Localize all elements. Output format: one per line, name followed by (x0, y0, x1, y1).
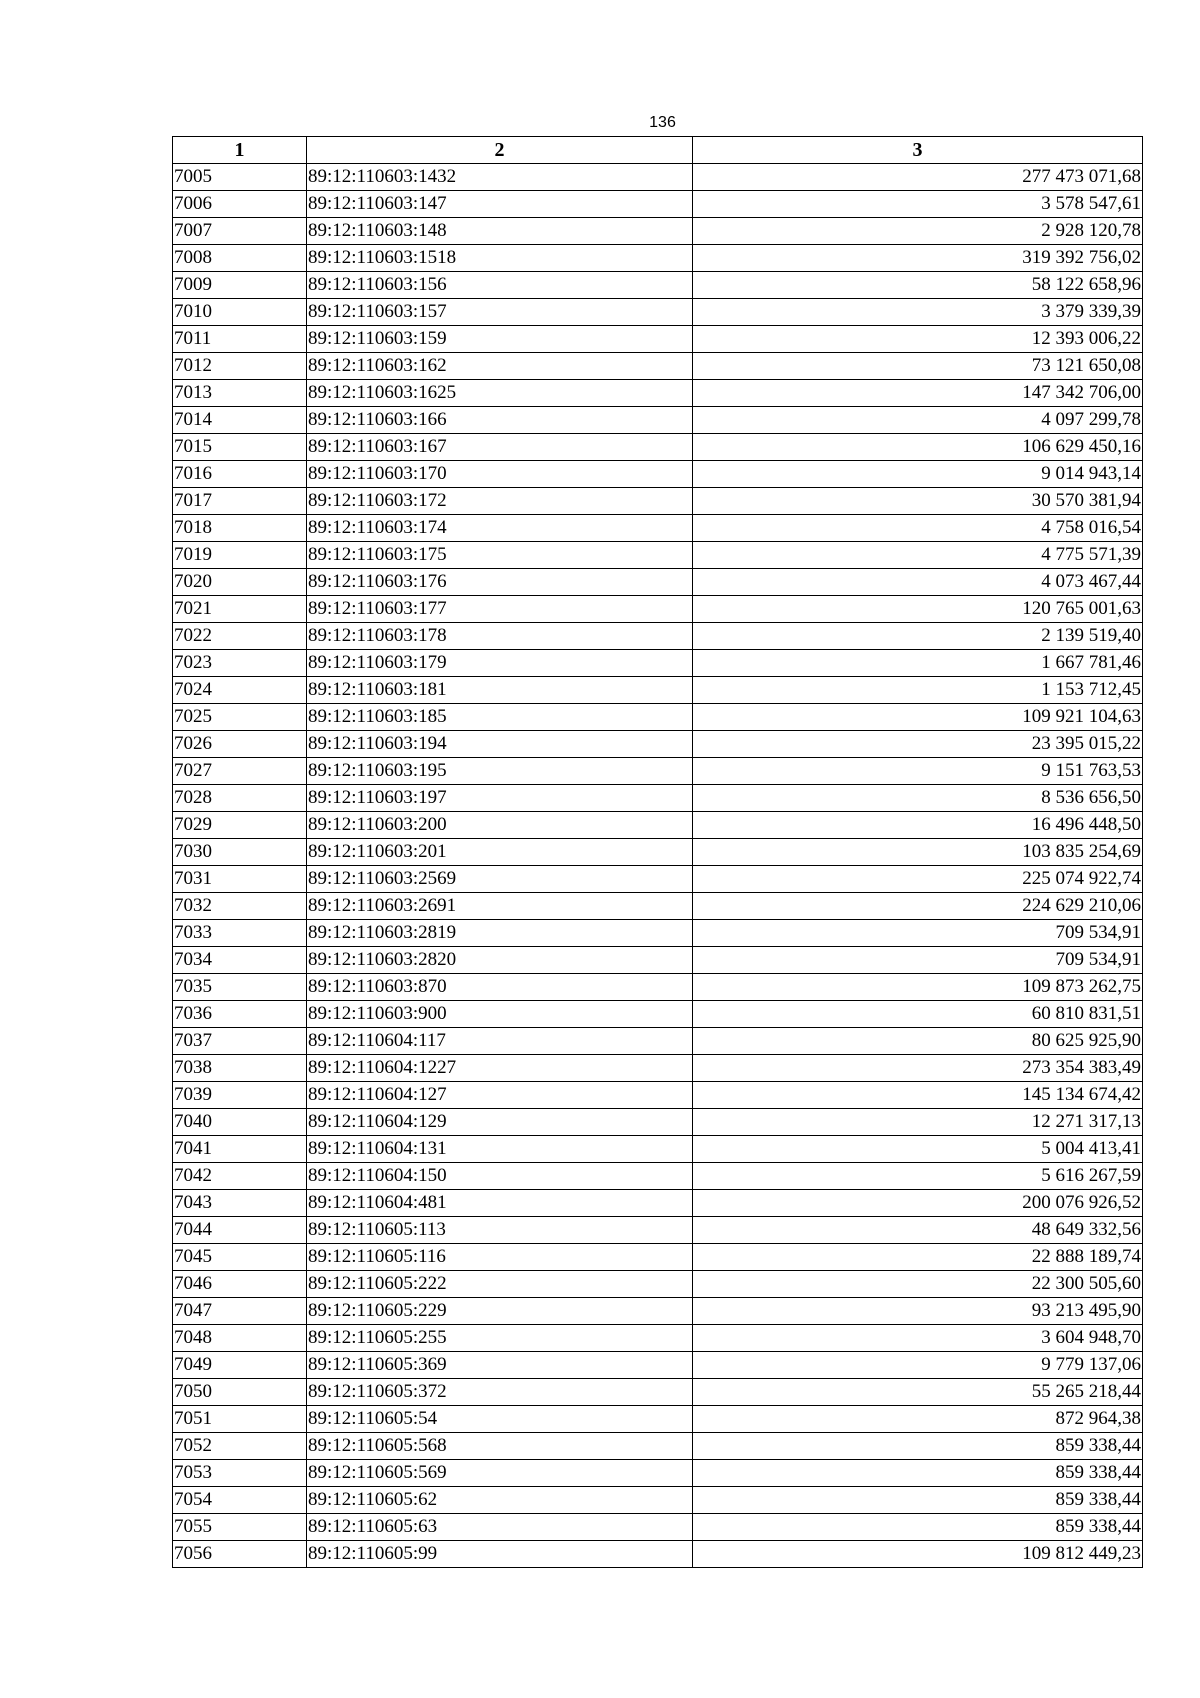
cadastral-number-cell: 89:12:110603:159 (307, 326, 693, 353)
cadastral-value-cell: 273 354 383,49 (693, 1055, 1143, 1082)
cadastral-value-cell: 4 097 299,78 (693, 407, 1143, 434)
table-row (173, 164, 1143, 191)
table-row (173, 1028, 1143, 1055)
cadastral-number-cell: 89:12:110605:568 (307, 1433, 693, 1460)
cadastral-value-cell: 12 393 006,22 (693, 326, 1143, 353)
column-header-2: 2 (307, 137, 693, 164)
table-row (173, 1379, 1143, 1406)
row-number-cell: 7045 (173, 1244, 307, 1271)
row-number-cell: 7011 (173, 326, 307, 353)
cadastral-number-cell: 89:12:110603:156 (307, 272, 693, 299)
cadastral-value-cell: 3 578 547,61 (693, 191, 1143, 218)
table-row (173, 569, 1143, 596)
table-row (173, 731, 1143, 758)
table-row (173, 245, 1143, 272)
row-number-cell: 7028 (173, 785, 307, 812)
table-row (173, 1298, 1143, 1325)
table-row (173, 1271, 1143, 1298)
row-number-cell: 7010 (173, 299, 307, 326)
cadastral-value-cell: 109 812 449,23 (693, 1541, 1143, 1568)
cadastral-number-cell: 89:12:110603:172 (307, 488, 693, 515)
table-row (173, 1055, 1143, 1082)
cadastral-number-cell: 89:12:110605:369 (307, 1352, 693, 1379)
cadastral-value-cell: 5 616 267,59 (693, 1163, 1143, 1190)
cadastral-number-cell: 89:12:110603:157 (307, 299, 693, 326)
row-number-cell: 7039 (173, 1082, 307, 1109)
cadastral-value-cell: 2 928 120,78 (693, 218, 1143, 245)
cadastral-value-cell: 22 888 189,74 (693, 1244, 1143, 1271)
row-number-cell: 7007 (173, 218, 307, 245)
cadastral-value-cell: 3 604 948,70 (693, 1325, 1143, 1352)
cadastral-value-cell: 22 300 505,60 (693, 1271, 1143, 1298)
row-number-cell: 7013 (173, 380, 307, 407)
table-row (173, 1325, 1143, 1352)
cadastral-value-cell: 80 625 925,90 (693, 1028, 1143, 1055)
cadastral-number-cell: 89:12:110603:2819 (307, 920, 693, 947)
row-number-cell: 7034 (173, 947, 307, 974)
table-row (173, 272, 1143, 299)
row-number-cell: 7053 (173, 1460, 307, 1487)
cadastral-number-cell: 89:12:110603:870 (307, 974, 693, 1001)
row-number-cell: 7041 (173, 1136, 307, 1163)
cadastral-value-cell: 872 964,38 (693, 1406, 1143, 1433)
cadastral-number-cell: 89:12:110605:569 (307, 1460, 693, 1487)
row-number-cell: 7018 (173, 515, 307, 542)
cadastral-value-cell: 58 122 658,96 (693, 272, 1143, 299)
row-number-cell: 7017 (173, 488, 307, 515)
cadastral-value-cell: 30 570 381,94 (693, 488, 1143, 515)
cadastral-value-cell: 4 073 467,44 (693, 569, 1143, 596)
row-number-cell: 7027 (173, 758, 307, 785)
cadastral-value-cell: 8 536 656,50 (693, 785, 1143, 812)
cadastral-number-cell: 89:12:110603:176 (307, 569, 693, 596)
row-number-cell: 7042 (173, 1163, 307, 1190)
cadastral-value-cell: 859 338,44 (693, 1487, 1143, 1514)
cadastral-number-cell: 89:12:110603:194 (307, 731, 693, 758)
table-row (173, 191, 1143, 218)
cadastral-number-cell: 89:12:110603:1432 (307, 164, 693, 191)
cadastral-value-cell: 3 379 339,39 (693, 299, 1143, 326)
table-row (173, 1001, 1143, 1028)
cadastral-number-cell: 89:12:110605:255 (307, 1325, 693, 1352)
table-row (173, 650, 1143, 677)
cadastral-value-cell: 225 074 922,74 (693, 866, 1143, 893)
cadastral-number-cell: 89:12:110603:181 (307, 677, 693, 704)
cadastral-number-cell: 89:12:110603:900 (307, 1001, 693, 1028)
cadastral-number-cell: 89:12:110603:2820 (307, 947, 693, 974)
cadastral-value-cell: 5 004 413,41 (693, 1136, 1143, 1163)
cadastral-value-cell: 9 779 137,06 (693, 1352, 1143, 1379)
table-row (173, 1163, 1143, 1190)
cadastral-number-cell: 89:12:110604:117 (307, 1028, 693, 1055)
row-number-cell: 7050 (173, 1379, 307, 1406)
row-number-cell: 7005 (173, 164, 307, 191)
cadastral-number-cell: 89:12:110603:1518 (307, 245, 693, 272)
row-number-cell: 7055 (173, 1514, 307, 1541)
cadastral-number-cell: 89:12:110605:222 (307, 1271, 693, 1298)
cadastral-number-cell: 89:12:110603:179 (307, 650, 693, 677)
cadastral-number-cell: 89:12:110603:148 (307, 218, 693, 245)
cadastral-value-cell: 4 758 016,54 (693, 515, 1143, 542)
cadastral-value-cell: 224 629 210,06 (693, 893, 1143, 920)
cadastral-number-cell: 89:12:110604:131 (307, 1136, 693, 1163)
row-number-cell: 7029 (173, 812, 307, 839)
cadastral-number-cell: 89:12:110603:162 (307, 353, 693, 380)
cadastral-value-cell: 48 649 332,56 (693, 1217, 1143, 1244)
cadastral-number-cell: 89:12:110603:166 (307, 407, 693, 434)
table-row (173, 920, 1143, 947)
row-number-cell: 7030 (173, 839, 307, 866)
cadastral-value-cell: 55 265 218,44 (693, 1379, 1143, 1406)
row-number-cell: 7026 (173, 731, 307, 758)
cadastral-value-cell: 23 395 015,22 (693, 731, 1143, 758)
cadastral-number-cell: 89:12:110605:99 (307, 1541, 693, 1568)
row-number-cell: 7044 (173, 1217, 307, 1244)
cadastral-value-cell: 277 473 071,68 (693, 164, 1143, 191)
cadastral-value-cell: 106 629 450,16 (693, 434, 1143, 461)
row-number-cell: 7012 (173, 353, 307, 380)
row-number-cell: 7035 (173, 974, 307, 1001)
row-number-cell: 7015 (173, 434, 307, 461)
table-row (173, 407, 1143, 434)
table-row (173, 1136, 1143, 1163)
table-row (173, 1460, 1143, 1487)
table-row (173, 1244, 1143, 1271)
table-row (173, 893, 1143, 920)
cadastral-value-cell: 93 213 495,90 (693, 1298, 1143, 1325)
table-row (173, 947, 1143, 974)
header-row (173, 137, 1143, 164)
row-number-cell: 7023 (173, 650, 307, 677)
table-row (173, 839, 1143, 866)
table-row (173, 1514, 1143, 1541)
table-row (173, 542, 1143, 569)
row-number-cell: 7038 (173, 1055, 307, 1082)
table-row (173, 1406, 1143, 1433)
cadastral-number-cell: 89:12:110604:150 (307, 1163, 693, 1190)
column-header-1: 1 (173, 137, 307, 164)
row-number-cell: 7022 (173, 623, 307, 650)
cadastral-value-cell: 145 134 674,42 (693, 1082, 1143, 1109)
row-number-cell: 7020 (173, 569, 307, 596)
row-number-cell: 7037 (173, 1028, 307, 1055)
cadastral-value-cell: 109 873 262,75 (693, 974, 1143, 1001)
table-row (173, 1487, 1143, 1514)
cadastral-number-cell: 89:12:110603:200 (307, 812, 693, 839)
cadastral-value-cell: 859 338,44 (693, 1460, 1143, 1487)
table-row (173, 1109, 1143, 1136)
cadastral-number-cell: 89:12:110604:1227 (307, 1055, 693, 1082)
table-row (173, 1541, 1143, 1568)
table-row (173, 974, 1143, 1001)
row-number-cell: 7031 (173, 866, 307, 893)
cadastral-value-cell: 709 534,91 (693, 920, 1143, 947)
table-row (173, 1352, 1143, 1379)
cadastral-number-cell: 89:12:110603:2569 (307, 866, 693, 893)
cadastral-number-cell: 89:12:110603:175 (307, 542, 693, 569)
row-number-cell: 7051 (173, 1406, 307, 1433)
cadastral-value-cell: 1 153 712,45 (693, 677, 1143, 704)
row-number-cell: 7019 (173, 542, 307, 569)
cadastral-value-table (172, 136, 1143, 1568)
cadastral-number-cell: 89:12:110605:54 (307, 1406, 693, 1433)
cadastral-number-cell: 89:12:110603:174 (307, 515, 693, 542)
table-body (173, 164, 1143, 1568)
cadastral-number-cell: 89:12:110603:178 (307, 623, 693, 650)
cadastral-number-cell: 89:12:110603:167 (307, 434, 693, 461)
table-row (173, 866, 1143, 893)
row-number-cell: 7024 (173, 677, 307, 704)
cadastral-value-cell: 73 121 650,08 (693, 353, 1143, 380)
cadastral-number-cell: 89:12:110604:481 (307, 1190, 693, 1217)
row-number-cell: 7016 (173, 461, 307, 488)
cadastral-value-cell: 9 151 763,53 (693, 758, 1143, 785)
table-row (173, 353, 1143, 380)
table-row (173, 1217, 1143, 1244)
cadastral-number-cell: 89:12:110603:1625 (307, 380, 693, 407)
row-number-cell: 7040 (173, 1109, 307, 1136)
row-number-cell: 7048 (173, 1325, 307, 1352)
row-number-cell: 7054 (173, 1487, 307, 1514)
cadastral-number-cell: 89:12:110605:113 (307, 1217, 693, 1244)
cadastral-number-cell: 89:12:110603:147 (307, 191, 693, 218)
cadastral-value-cell: 4 775 571,39 (693, 542, 1143, 569)
cadastral-value-cell: 319 392 756,02 (693, 245, 1143, 272)
row-number-cell: 7032 (173, 893, 307, 920)
row-number-cell: 7025 (173, 704, 307, 731)
table-row (173, 488, 1143, 515)
row-number-cell: 7046 (173, 1271, 307, 1298)
table-row (173, 623, 1143, 650)
row-number-cell: 7056 (173, 1541, 307, 1568)
cadastral-number-cell: 89:12:110605:372 (307, 1379, 693, 1406)
row-number-cell: 7047 (173, 1298, 307, 1325)
table-row (173, 515, 1143, 542)
cadastral-value-cell: 16 496 448,50 (693, 812, 1143, 839)
cadastral-number-cell: 89:12:110603:170 (307, 461, 693, 488)
cadastral-number-cell: 89:12:110605:116 (307, 1244, 693, 1271)
row-number-cell: 7014 (173, 407, 307, 434)
cadastral-value-cell: 120 765 001,63 (693, 596, 1143, 623)
cadastral-number-cell: 89:12:110603:177 (307, 596, 693, 623)
table-row (173, 461, 1143, 488)
cadastral-value-cell: 109 921 104,63 (693, 704, 1143, 731)
table-row (173, 704, 1143, 731)
cadastral-number-cell: 89:12:110605:62 (307, 1487, 693, 1514)
cadastral-number-cell: 89:12:110603:201 (307, 839, 693, 866)
cadastral-number-cell: 89:12:110603:185 (307, 704, 693, 731)
table-row (173, 218, 1143, 245)
table-header (173, 137, 1143, 164)
cadastral-value-cell: 9 014 943,14 (693, 461, 1143, 488)
cadastral-value-cell: 859 338,44 (693, 1433, 1143, 1460)
table-row (173, 299, 1143, 326)
table-row (173, 785, 1143, 812)
table-row (173, 1433, 1143, 1460)
cadastral-value-cell: 103 835 254,69 (693, 839, 1143, 866)
row-number-cell: 7006 (173, 191, 307, 218)
row-number-cell: 7043 (173, 1190, 307, 1217)
column-header-3: 3 (693, 137, 1143, 164)
row-number-cell: 7021 (173, 596, 307, 623)
cadastral-value-cell: 859 338,44 (693, 1514, 1143, 1541)
cadastral-value-cell: 147 342 706,00 (693, 380, 1143, 407)
cadastral-value-cell: 60 810 831,51 (693, 1001, 1143, 1028)
cadastral-value-cell: 200 076 926,52 (693, 1190, 1143, 1217)
table-row (173, 326, 1143, 353)
cadastral-number-cell: 89:12:110603:195 (307, 758, 693, 785)
table-row (173, 758, 1143, 785)
page-number: 136 (649, 114, 676, 131)
table-row (173, 677, 1143, 704)
cadastral-value-cell: 1 667 781,46 (693, 650, 1143, 677)
cadastral-number-cell: 89:12:110603:2691 (307, 893, 693, 920)
cadastral-number-cell: 89:12:110605:63 (307, 1514, 693, 1541)
table-row (173, 434, 1143, 461)
cadastral-number-cell: 89:12:110604:129 (307, 1109, 693, 1136)
cadastral-number-cell: 89:12:110604:127 (307, 1082, 693, 1109)
row-number-cell: 7052 (173, 1433, 307, 1460)
row-number-cell: 7036 (173, 1001, 307, 1028)
table-row (173, 1082, 1143, 1109)
cadastral-value-cell: 12 271 317,13 (693, 1109, 1143, 1136)
cadastral-number-cell: 89:12:110605:229 (307, 1298, 693, 1325)
cadastral-value-cell: 709 534,91 (693, 947, 1143, 974)
cadastral-number-cell: 89:12:110603:197 (307, 785, 693, 812)
cadastral-value-cell: 2 139 519,40 (693, 623, 1143, 650)
table-row (173, 812, 1143, 839)
table-row (173, 596, 1143, 623)
table-row (173, 380, 1143, 407)
row-number-cell: 7033 (173, 920, 307, 947)
row-number-cell: 7049 (173, 1352, 307, 1379)
row-number-cell: 7008 (173, 245, 307, 272)
row-number-cell: 7009 (173, 272, 307, 299)
table-row (173, 1190, 1143, 1217)
